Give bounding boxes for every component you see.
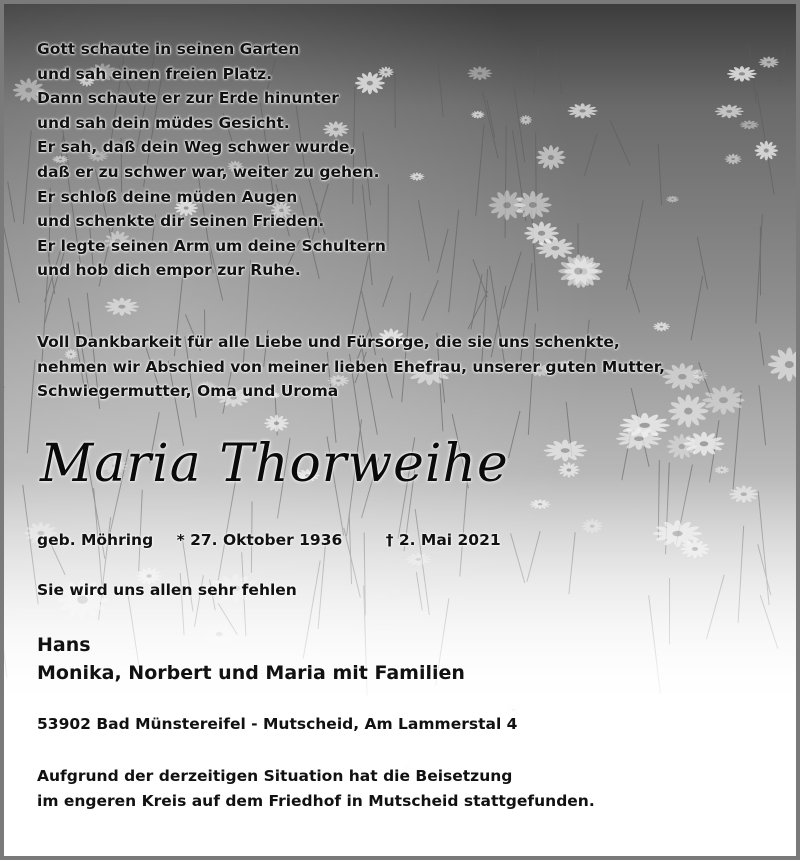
poem-line: und hob dich empor zur Ruhe. [37, 261, 301, 280]
mourner-line: Hans [37, 634, 91, 656]
poem-line: Gott schaute in seinen Garten [37, 40, 300, 58]
intro-line: Voll Dankbarkeit für alle Liebe und Fürsorge, die sie uns schenkte, [37, 333, 620, 351]
poem [37, 37, 386, 283]
life-dates [37, 531, 501, 549]
death-date: † 2. Mai 2021 [385, 531, 501, 549]
poem-line: Dann schaute er zur Erde hinunter [37, 89, 339, 108]
poem-line: und schenkte dir seinen Frieden. [37, 212, 325, 231]
address: 53902 Bad Münstereifel - Mutscheid, Am Lammerstal 4 [37, 715, 518, 733]
mourners [37, 631, 465, 687]
poem-line: und sah dein müdes Gesicht. [37, 113, 290, 132]
intro-line: Schwiegermutter, Oma und Uroma [37, 382, 339, 401]
birth-date: * 27. Oktober 1936 [176, 531, 343, 549]
mourner-line: Monika, Norbert und Maria mit Familien [37, 662, 465, 684]
farewell-intro [37, 330, 665, 404]
note-line: im engeren Kreis auf dem Friedhof in Mutscheid stattgefunden. [37, 791, 595, 810]
poem-line: Er legte seinen Arm um deine Schultern [37, 236, 386, 255]
deceased-name: Maria Thorweihe [40, 434, 509, 494]
maiden-name: geb. Möhring [37, 531, 154, 549]
poem-line: daß er zu schwer war, weiter zu gehen. [37, 162, 380, 181]
intro-line: nehmen wir Abschied von meiner lieben Ehefrau, unserer guten Mutter, [37, 357, 665, 376]
closing-line: Sie wird uns allen sehr fehlen [37, 581, 297, 599]
poem-line: Er sah, daß dein Weg schwer wurde, [37, 138, 356, 157]
poem-line: Er schloß deine müden Augen [37, 187, 298, 206]
poem-line: und sah einen freien Platz. [37, 64, 273, 83]
note-line: Aufgrund der derzeitigen Situation hat die Beisetzung [37, 767, 513, 785]
burial-note [37, 764, 595, 813]
